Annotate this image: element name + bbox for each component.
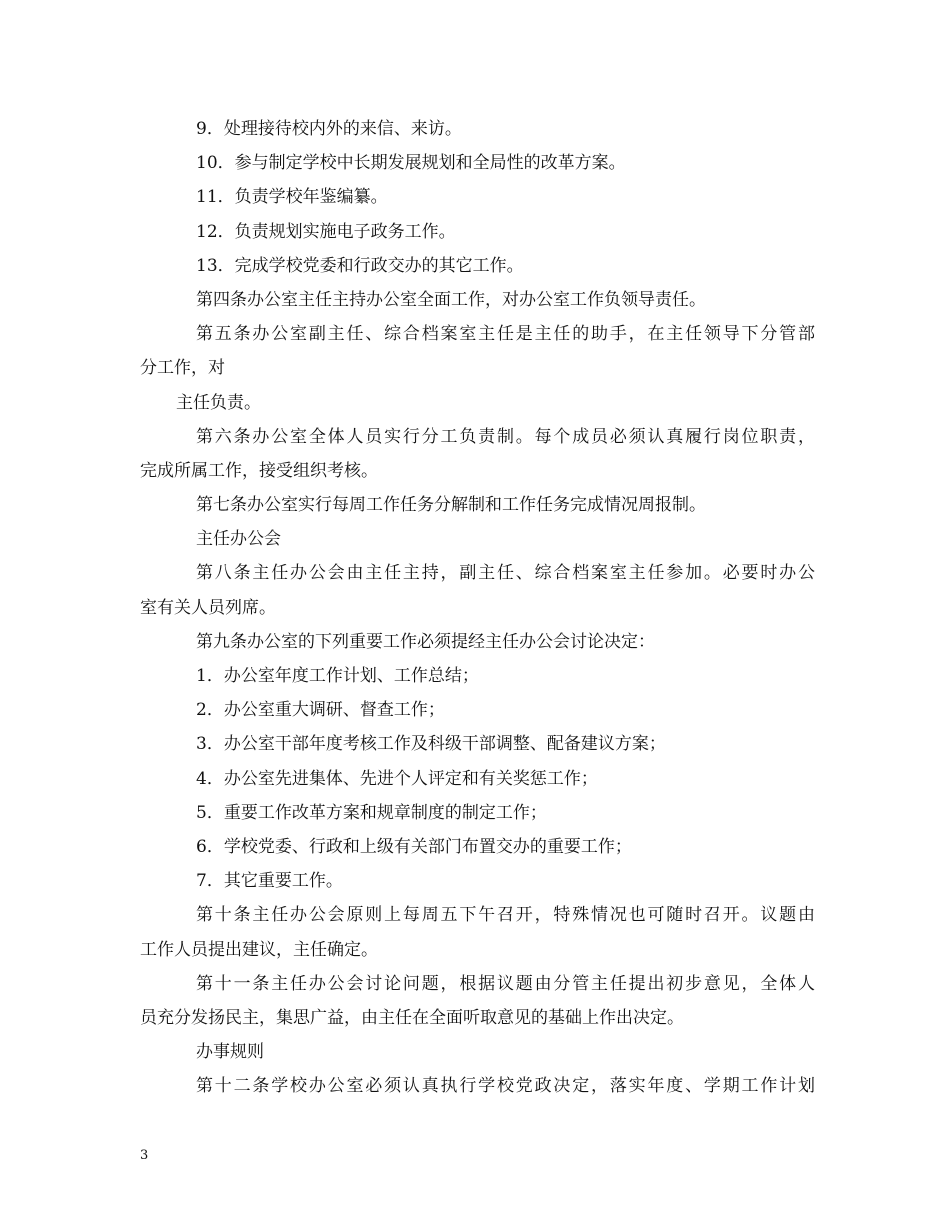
paragraph-line: 第六条办公室全体人员实行分工负责制。每个成员必须认真履行岗位职责，	[196, 426, 815, 447]
list-item: 1．办公室年度工作计划、工作总结；	[196, 666, 479, 686]
list-item: 9．处理接待校内外的来信、来访。	[196, 119, 462, 139]
list-item: 11．负责学校年鉴编纂。	[196, 187, 388, 208]
list-item: 7．其它重要工作。	[196, 871, 343, 892]
paragraph-line: 第十二条学校办公室必须认真执行学校党政决定，落实年度、学期工作计划	[196, 1076, 815, 1097]
document-body	[140, 112, 815, 1103]
list-item: 6．学校党委、行政和上级有关部门布置交办的重要工作；	[196, 836, 632, 857]
paragraph-line: 工作人员提出建议，主任确定。	[140, 939, 378, 960]
paragraph-line: 第九条办公室的下列重要工作必须提经主任办公会讨论决定：	[196, 631, 655, 652]
section-heading: 主任办公会	[196, 529, 281, 550]
paragraph-line: 分工作，对	[140, 358, 225, 379]
list-item: 2．办公室重大调研、督查工作；	[196, 700, 445, 721]
paragraph-line: 第五条办公室副主任、综合档案室主任是主任的助手，在主任领导下分管部	[196, 324, 815, 345]
list-item: 3．办公室干部年度考核工作及科级干部调整、配备建议方案；	[196, 734, 666, 755]
paragraph-line: 第十一条主任办公会讨论问题，根据议题由分管主任提出初步意见，全体人	[196, 973, 815, 994]
paragraph-line: 室有关人员列席。	[140, 597, 276, 618]
paragraph-line: 第四条办公室主任主持办公室全面工作，对办公室工作负领导责任。	[196, 289, 706, 310]
paragraph-line: 主任负责。	[176, 392, 261, 413]
paragraph-line: 第七条办公室实行每周工作任务分解制和工作任务完成情况周报制。	[196, 495, 706, 516]
paragraph-line: 完成所属工作，接受组织考核。	[140, 460, 378, 481]
page-number: 3	[140, 1148, 149, 1163]
section-heading: 办事规则	[196, 1042, 264, 1063]
paragraph-line: 第十条主任办公会原则上每周五下午召开，特殊情况也可随时召开。议题由	[196, 905, 815, 926]
list-item: 12．负责规划实施电子政务工作。	[196, 221, 456, 242]
paragraph-line: 第八条主任办公会由主任主持，副主任、综合档案室主任参加。必要时办公	[196, 563, 815, 584]
list-item: 4．办公室先进集体、先进个人评定和有关奖惩工作；	[196, 768, 598, 789]
paragraph-line: 员充分发扬民主，集思广益，由主任在全面听取意见的基础上作出决定。	[140, 1007, 684, 1028]
list-item: 5．重要工作改革方案和规章制度的制定工作；	[196, 802, 547, 823]
list-item: 10．参与制定学校中长期发展规划和全局性的改革方案。	[196, 153, 626, 174]
list-item: 13．完成学校党委和行政交办的其它工作。	[196, 255, 524, 276]
